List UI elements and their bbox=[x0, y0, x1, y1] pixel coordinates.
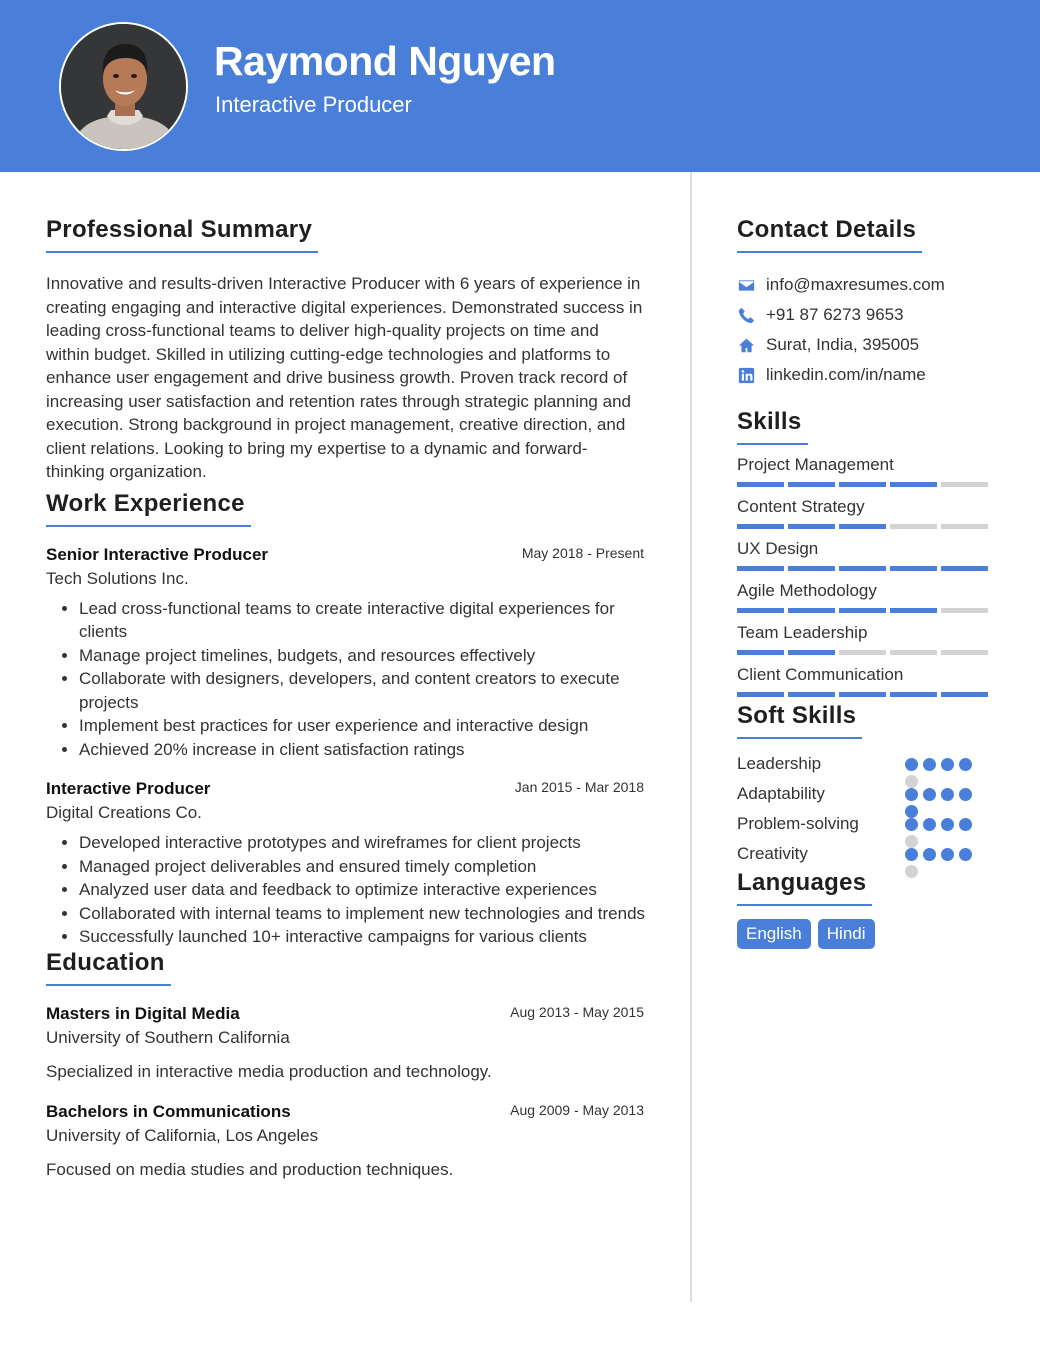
skill-rating-segment bbox=[788, 566, 835, 571]
rating-dot bbox=[959, 758, 972, 771]
skill-rating-segment bbox=[839, 482, 886, 487]
skill-item bbox=[737, 579, 997, 613]
job-bullet: • Collaborate with designers, developers, and content creators to execute projects bbox=[79, 667, 646, 714]
skill-label: Client Communication bbox=[737, 665, 904, 684]
rating-dot bbox=[905, 758, 918, 771]
soft-skill-label: Adaptability bbox=[737, 784, 825, 803]
rating-dot bbox=[941, 818, 954, 831]
soft-skill-label: Creativity bbox=[737, 844, 808, 863]
soft-skills-list bbox=[737, 749, 997, 869]
school: University of Southern California bbox=[46, 1027, 290, 1047]
job-bullet: • Implement best practices for user experience and interactive design bbox=[79, 714, 646, 738]
sidebar-column bbox=[737, 216, 997, 949]
skill-rating-segment bbox=[839, 650, 886, 655]
degree: Masters in Digital Media bbox=[46, 1003, 240, 1023]
rating-dot bbox=[923, 788, 936, 801]
skill-rating-segment bbox=[788, 482, 835, 487]
language-badge: English bbox=[737, 919, 811, 949]
education-date: Aug 2009 - May 2013 bbox=[510, 1101, 644, 1118]
education-description: Specialized in interactive media production and technology. bbox=[46, 1061, 492, 1081]
contact-text: linkedin.com/in/name bbox=[766, 365, 926, 384]
candidate-name: Raymond Nguyen bbox=[214, 38, 556, 84]
skill-rating-segment bbox=[788, 650, 835, 655]
languages-heading: Languages bbox=[737, 869, 872, 906]
job-company: Tech Solutions Inc. bbox=[46, 568, 189, 588]
skill-label: Content Strategy bbox=[737, 497, 865, 516]
summary-text: Innovative and results-driven Interactive Producer with 6 years of experience in creating engaging and interactive digital experiences. Demonstrated success in leading cross-functional teams to deliver high-quality projects on time and within budget. Skilled in utilizing cutting-edge technologies and platforms to enhance user engagement and drive business growth. Proven track record of increasing user satisfaction and retention rates through strategic planning and execution. Strong background in project management, creative direction, and client relations. Looking to bring my expertise to a dynamic and forward-thinking organization. bbox=[46, 274, 643, 481]
job-company: Digital Creations Co. bbox=[46, 803, 202, 822]
language-badge: Hindi bbox=[818, 919, 875, 949]
skill-rating-segment bbox=[890, 692, 937, 697]
soft-skill-label: Problem-solving bbox=[737, 814, 859, 833]
rating-dot bbox=[941, 848, 954, 861]
skill-rating-segment bbox=[890, 608, 937, 613]
education-heading: Education bbox=[46, 949, 171, 986]
languages-list bbox=[737, 919, 997, 949]
skill-rating-segment bbox=[737, 692, 784, 697]
candidate-title: Interactive Producer bbox=[215, 92, 412, 117]
education-date: Aug 2013 - May 2015 bbox=[510, 1003, 644, 1020]
skill-rating-segment bbox=[941, 608, 988, 613]
skill-rating-segment bbox=[941, 566, 988, 571]
rating-dot bbox=[941, 788, 954, 801]
skill-rating-segment bbox=[839, 566, 886, 571]
experience-list bbox=[46, 543, 646, 949]
rating-dot bbox=[959, 788, 972, 801]
skill-item bbox=[737, 495, 997, 529]
job-bullet: • Achieved 20% increase in client satisfaction ratings bbox=[79, 738, 646, 762]
soft-skill-item bbox=[737, 809, 997, 839]
avatar bbox=[59, 22, 188, 151]
skill-rating-segment bbox=[788, 608, 835, 613]
education-description: Focused on media studies and production techniques. bbox=[46, 1159, 454, 1179]
person-photo-icon bbox=[61, 24, 188, 151]
soft-skill-item bbox=[737, 839, 997, 869]
rating-dot bbox=[923, 758, 936, 771]
school: University of California, Los Angeles bbox=[46, 1125, 319, 1145]
contact-text: +91 87 6273 9653 bbox=[766, 305, 904, 324]
main-column bbox=[46, 216, 646, 1182]
rating-dot bbox=[959, 818, 972, 831]
skill-rating-bar bbox=[737, 482, 997, 487]
education-list bbox=[46, 1002, 646, 1182]
skill-rating-segment bbox=[737, 566, 784, 571]
resume-header bbox=[0, 0, 1040, 172]
rating-dot bbox=[905, 865, 918, 878]
job-bullet: • Successfully launched 10+ interactive campaigns for various clients bbox=[79, 925, 646, 949]
skill-rating-segment bbox=[788, 524, 835, 529]
soft-skill-label: Leadership bbox=[737, 754, 822, 773]
rating-dot bbox=[905, 818, 918, 831]
skill-rating-segment bbox=[839, 524, 886, 529]
education-entry bbox=[46, 1002, 646, 1084]
column-divider bbox=[690, 172, 692, 1302]
job-bullet: • Managed project deliverables and ensured timely completion bbox=[79, 855, 646, 879]
rating-dot bbox=[923, 848, 936, 861]
summary-heading: Professional Summary bbox=[46, 216, 318, 253]
skills-heading: Skills bbox=[737, 408, 808, 445]
contact-item[interactable] bbox=[737, 330, 997, 360]
degree: Bachelors in Communications bbox=[46, 1101, 291, 1121]
skill-rating-segment bbox=[839, 608, 886, 613]
skill-item bbox=[737, 453, 997, 487]
skill-rating-segment bbox=[941, 524, 988, 529]
contact-list bbox=[737, 270, 997, 390]
linkedin-icon bbox=[737, 366, 756, 385]
experience-heading: Work Experience bbox=[46, 490, 251, 527]
skill-rating-segment bbox=[890, 650, 937, 655]
job-bullet: • Collaborated with internal teams to implement new technologies and trends bbox=[79, 902, 646, 926]
contact-item[interactable] bbox=[737, 270, 997, 300]
job-bullet: • Manage project timelines, budgets, and resources effectively bbox=[79, 644, 646, 668]
skill-item bbox=[737, 621, 997, 655]
skill-rating-bar bbox=[737, 566, 997, 571]
soft-skill-item bbox=[737, 779, 997, 809]
skill-label: Agile Methodology bbox=[737, 581, 877, 600]
skill-rating-bar bbox=[737, 692, 997, 697]
skill-rating-segment bbox=[941, 650, 988, 655]
envelope-icon bbox=[737, 276, 756, 295]
job-entry bbox=[46, 777, 646, 949]
job-entry bbox=[46, 543, 646, 762]
rating-dot bbox=[905, 788, 918, 801]
skill-rating-segment bbox=[737, 524, 784, 529]
job-bullets bbox=[46, 597, 646, 762]
contact-item[interactable] bbox=[737, 300, 997, 330]
contact-item[interactable] bbox=[737, 360, 997, 390]
rating-dot bbox=[905, 848, 918, 861]
skill-rating-bar bbox=[737, 524, 997, 529]
skill-rating-segment bbox=[941, 482, 988, 487]
skill-rating-segment bbox=[890, 524, 937, 529]
skill-item bbox=[737, 663, 997, 697]
skill-rating-bar bbox=[737, 608, 997, 613]
skills-list bbox=[737, 453, 997, 697]
rating-dot bbox=[941, 758, 954, 771]
skill-rating-segment bbox=[890, 566, 937, 571]
soft-skill-item bbox=[737, 749, 997, 779]
contact-heading: Contact Details bbox=[737, 216, 922, 253]
phone-icon bbox=[737, 306, 756, 325]
skill-rating-segment bbox=[890, 482, 937, 487]
skill-rating-segment bbox=[737, 650, 784, 655]
skill-label: UX Design bbox=[737, 539, 819, 558]
skill-item bbox=[737, 537, 997, 571]
contact-text: info@maxresumes.com bbox=[766, 275, 945, 294]
job-title: Interactive Producer bbox=[46, 779, 211, 798]
job-bullets bbox=[46, 831, 646, 949]
skill-label: Project Management bbox=[737, 455, 894, 474]
skill-rating-segment bbox=[737, 608, 784, 613]
skill-label: Team Leadership bbox=[737, 623, 868, 642]
job-date: May 2018 - Present bbox=[521, 544, 644, 561]
home-icon bbox=[737, 336, 756, 355]
skill-rating-segment bbox=[941, 692, 988, 697]
skill-rating-segment bbox=[839, 692, 886, 697]
skill-rating-bar bbox=[737, 650, 997, 655]
contact-text: Surat, India, 395005 bbox=[766, 335, 920, 354]
job-title: Senior Interactive Producer bbox=[46, 544, 269, 564]
job-date: Jan 2015 - Mar 2018 bbox=[514, 779, 644, 795]
job-bullet: • Analyzed user data and feedback to optimize interactive experiences bbox=[79, 878, 646, 902]
job-bullet: • Developed interactive prototypes and wireframes for client projects bbox=[79, 831, 646, 855]
skill-rating-segment bbox=[788, 692, 835, 697]
skill-rating-segment bbox=[737, 482, 784, 487]
soft-skills-heading: Soft Skills bbox=[737, 702, 862, 739]
education-entry bbox=[46, 1100, 646, 1182]
rating-dot bbox=[959, 848, 972, 861]
rating-dot bbox=[923, 818, 936, 831]
job-bullet: • Lead cross-functional teams to create interactive digital experiences for clients bbox=[79, 597, 646, 644]
